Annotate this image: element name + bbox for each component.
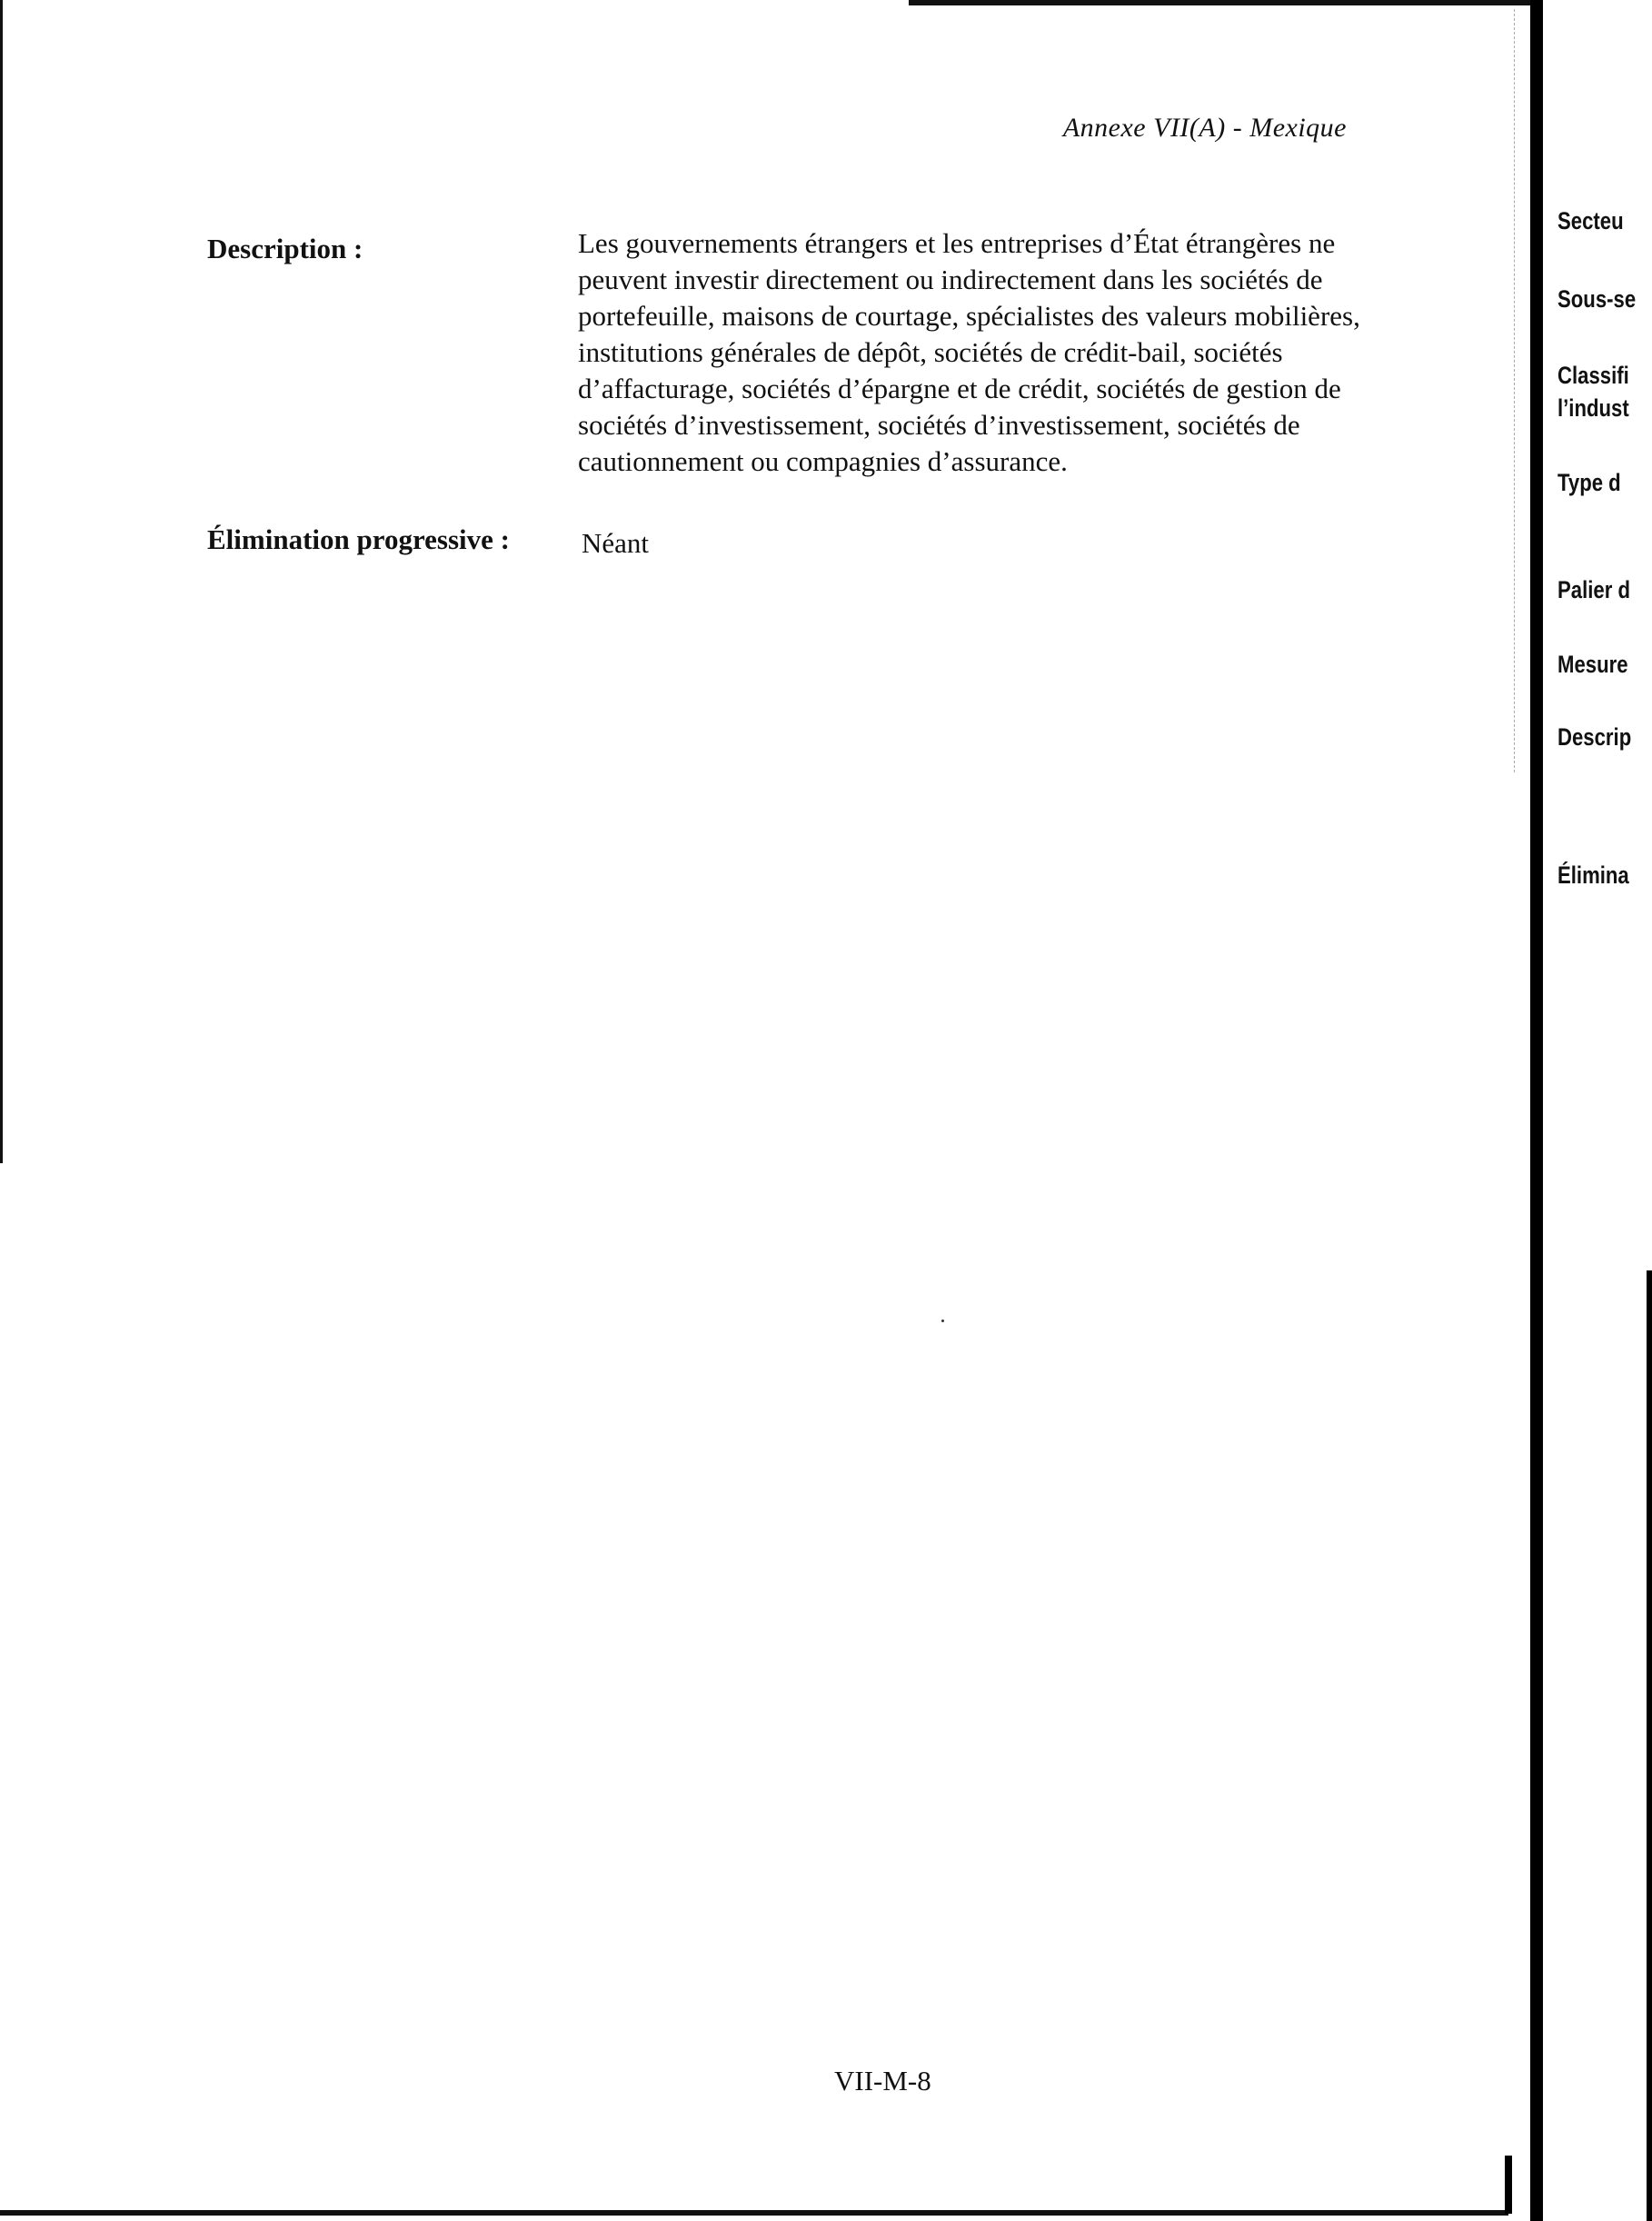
adjacent-page-dark-edge <box>1647 1270 1652 2221</box>
scan-speck <box>941 1320 944 1322</box>
adjacent-label: Mesure <box>1557 651 1628 678</box>
running-header: Annexe VII(A) - Mexique <box>1062 113 1347 143</box>
left-edge-rule <box>0 0 3 1163</box>
adjacent-label: Classifi <box>1557 362 1629 389</box>
spine-foot-mark <box>1505 2156 1512 2214</box>
description-text <box>578 225 1468 480</box>
description-line: sociétés d’investissement, sociétés d’investissement, sociétés de <box>578 409 1300 441</box>
adjacent-label: Descrip <box>1557 723 1632 751</box>
description-label: Description : <box>207 233 363 264</box>
adjacent-page-fragment <box>1543 0 1652 2221</box>
adjacent-label: Secteu <box>1557 207 1624 234</box>
adjacent-label: Sous-se <box>1557 285 1637 313</box>
adjacent-label: l’indust <box>1557 394 1629 422</box>
page-number: VII-M-8 <box>834 2065 931 2097</box>
description-line: portefeuille, maisons de courtage, spécialistes des valeurs mobilières, <box>578 300 1360 332</box>
gutter-dashed-line <box>1514 9 1515 772</box>
bottom-border-rule <box>0 2210 1508 2216</box>
description-line: cautionnement ou compagnies d’assurance. <box>578 445 1068 477</box>
adjacent-label: Palier d <box>1557 576 1630 603</box>
adjacent-label: Élimina <box>1557 862 1629 889</box>
adjacent-label: Type d <box>1557 469 1621 496</box>
description-line: institutions générales de dépôt, sociétés de crédit-bail, sociétés <box>578 336 1283 368</box>
phase-out-value: Néant <box>582 527 650 559</box>
description-line: d’affacturage, sociétés d’épargne et de crédit, sociétés de gestion de <box>578 373 1341 404</box>
phase-out-label: Élimination progressive : <box>207 523 510 555</box>
book-spine <box>1530 0 1543 2221</box>
description-line: peuvent investir directement ou indirectement dans les sociétés de <box>578 264 1323 295</box>
description-line: Les gouvernements étrangers et les entreprises d’État étrangères ne <box>578 227 1336 259</box>
